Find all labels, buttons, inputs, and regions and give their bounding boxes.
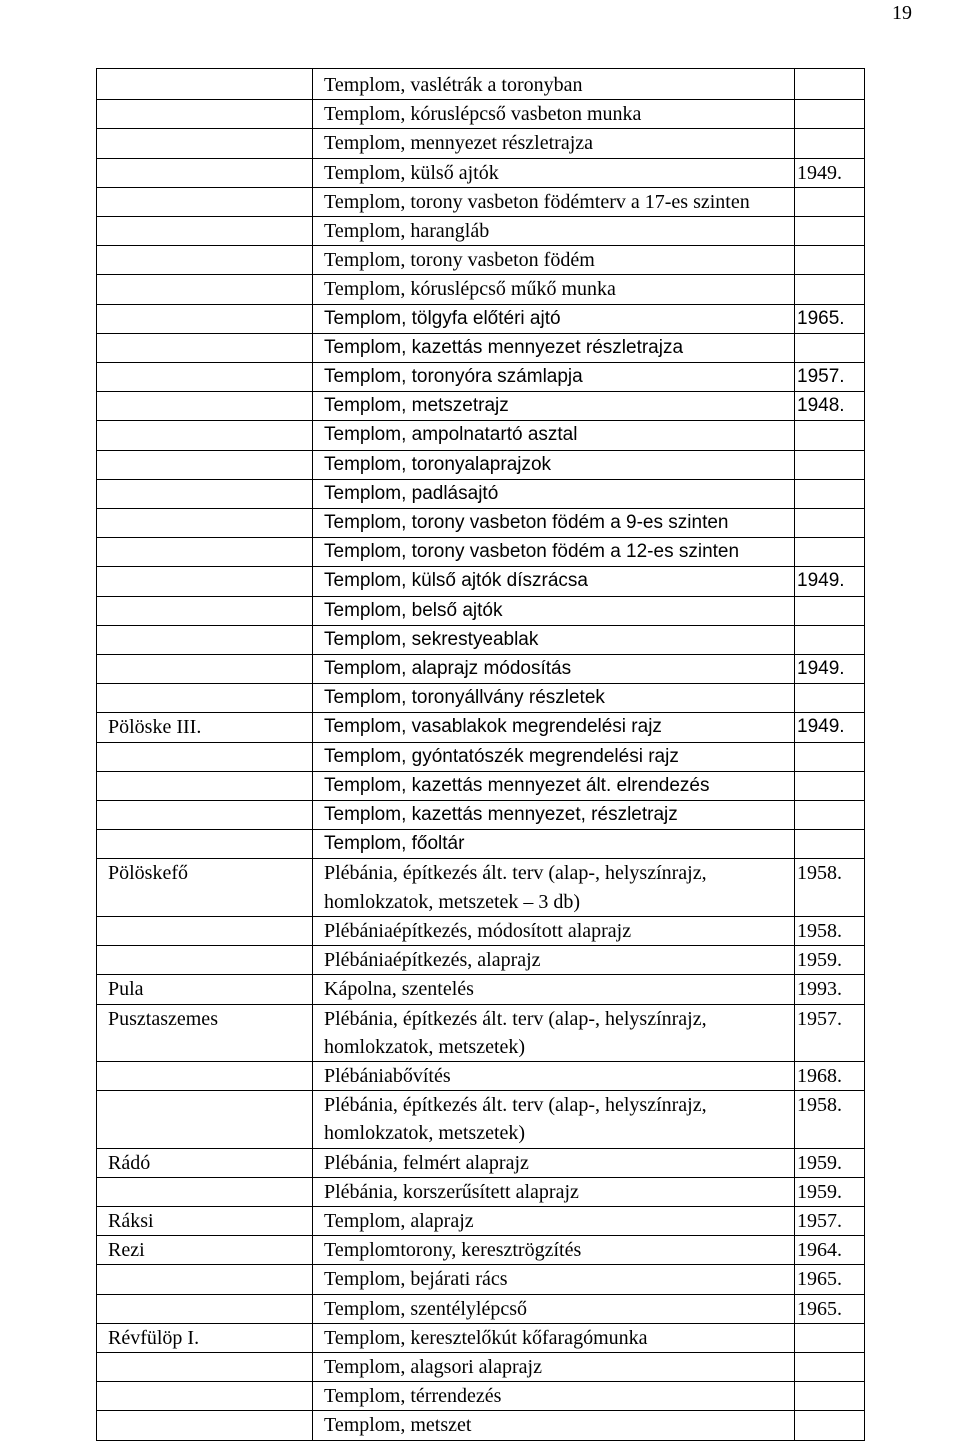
place-cell xyxy=(97,69,313,100)
description-cell: Templom, kazettás mennyezet, részletrajz xyxy=(313,801,795,830)
place-cell xyxy=(97,830,313,859)
description-cell: Templom, belső ajtók xyxy=(313,596,795,625)
place-cell: Pusztaszemes xyxy=(97,1004,313,1061)
year-cell xyxy=(795,1411,865,1440)
place-cell: Pölöske III. xyxy=(97,713,313,742)
table-row xyxy=(97,713,865,742)
table-row xyxy=(97,275,865,304)
place-cell xyxy=(97,158,313,187)
table-row xyxy=(97,509,865,538)
year-cell xyxy=(795,450,865,479)
description-cell: Templom, keresztelőkút kőfaragómunka xyxy=(313,1323,795,1352)
description-cell: Templom, toronyóra számlapja xyxy=(313,363,795,392)
year-cell xyxy=(795,1382,865,1411)
table-row xyxy=(97,1004,865,1061)
year-cell xyxy=(795,596,865,625)
archive-table xyxy=(96,68,865,1441)
year-cell: 1957. xyxy=(795,363,865,392)
place-cell xyxy=(97,509,313,538)
description-cell: Templom, főoltár xyxy=(313,830,795,859)
place-cell xyxy=(97,655,313,684)
place-cell xyxy=(97,684,313,713)
year-cell: 1959. xyxy=(795,946,865,975)
place-cell xyxy=(97,916,313,945)
table-row xyxy=(97,1382,865,1411)
description-cell: Templom, gyóntatószék megrendelési rajz xyxy=(313,742,795,771)
table-row xyxy=(97,450,865,479)
place-cell xyxy=(97,450,313,479)
table-row xyxy=(97,479,865,508)
table-row xyxy=(97,771,865,800)
description-cell: Plébánia, építkezés ált. terv (alap-, helyszínrajz, homlokzatok, metszetek) xyxy=(313,1091,795,1148)
place-cell xyxy=(97,596,313,625)
description-cell: Plébánia, építkezés ált. terv (alap-, helyszínrajz, homlokzatok, metszetek) xyxy=(313,1004,795,1061)
year-cell: 1949. xyxy=(795,567,865,596)
place-cell xyxy=(97,1177,313,1206)
place-cell xyxy=(97,100,313,129)
description-cell: Templom, torony vasbeton födém xyxy=(313,246,795,275)
year-cell: 1958. xyxy=(795,916,865,945)
year-cell: 1965. xyxy=(795,304,865,333)
description-cell: Templom, sekrestyeablak xyxy=(313,625,795,654)
year-cell xyxy=(795,830,865,859)
place-cell xyxy=(97,1294,313,1323)
year-cell xyxy=(795,333,865,362)
description-cell: Templom, kazettás mennyezet részletrajza xyxy=(313,333,795,362)
year-cell xyxy=(795,100,865,129)
description-cell: Templom, alaprajz xyxy=(313,1206,795,1235)
description-cell: Templom, alagsori alaprajz xyxy=(313,1352,795,1381)
table-row xyxy=(97,363,865,392)
year-cell: 1949. xyxy=(795,713,865,742)
place-cell xyxy=(97,129,313,158)
year-cell xyxy=(795,275,865,304)
description-cell: Templom, toronyalaprajzok xyxy=(313,450,795,479)
year-cell xyxy=(795,801,865,830)
place-cell xyxy=(97,1265,313,1294)
description-cell: Templom, mennyezet részletrajza xyxy=(313,129,795,158)
year-cell xyxy=(795,538,865,567)
table-row xyxy=(97,1323,865,1352)
description-cell: Templom, vasablakok megrendelési rajz xyxy=(313,713,795,742)
table-row xyxy=(97,158,865,187)
table-row xyxy=(97,916,865,945)
table-row xyxy=(97,1206,865,1235)
description-cell: Templom, metszetrajz xyxy=(313,392,795,421)
place-cell xyxy=(97,567,313,596)
year-cell: 1949. xyxy=(795,655,865,684)
table-row xyxy=(97,1411,865,1440)
place-cell xyxy=(97,946,313,975)
place-cell xyxy=(97,187,313,216)
table-row xyxy=(97,1148,865,1177)
description-cell: Templom, ampolnatartó asztal xyxy=(313,421,795,450)
year-cell: 1957. xyxy=(795,1004,865,1061)
table-row xyxy=(97,655,865,684)
table-row xyxy=(97,217,865,246)
table-row xyxy=(97,1265,865,1294)
year-cell xyxy=(795,684,865,713)
year-cell xyxy=(795,509,865,538)
description-cell: Plébániaépítkezés, alaprajz xyxy=(313,946,795,975)
place-cell: Révfülöp I. xyxy=(97,1323,313,1352)
year-cell: 1948. xyxy=(795,392,865,421)
table-row xyxy=(97,684,865,713)
year-cell xyxy=(795,246,865,275)
description-cell: Kápolna, szentelés xyxy=(313,975,795,1004)
table-row xyxy=(97,304,865,333)
table-row xyxy=(97,859,865,916)
table-row xyxy=(97,801,865,830)
table-row xyxy=(97,1352,865,1381)
description-cell: Templom, toronyállvány részletek xyxy=(313,684,795,713)
year-cell xyxy=(795,1323,865,1352)
year-cell xyxy=(795,421,865,450)
description-cell: Plébánia, korszerűsített alaprajz xyxy=(313,1177,795,1206)
description-cell: Templom, kóruslépcső vasbeton munka xyxy=(313,100,795,129)
description-cell: Plébániabővítés xyxy=(313,1061,795,1090)
table-row xyxy=(97,1294,865,1323)
year-cell: 1965. xyxy=(795,1294,865,1323)
description-cell: Templom, torony vasbeton födém a 12-es szinten xyxy=(313,538,795,567)
year-cell: 1959. xyxy=(795,1177,865,1206)
description-cell: Templom, harangláb xyxy=(313,217,795,246)
place-cell xyxy=(97,479,313,508)
table-row xyxy=(97,1091,865,1148)
description-cell: Plébánia, építkezés ált. terv (alap-, helyszínrajz, homlokzatok, metszetek – 3 db) xyxy=(313,859,795,916)
year-cell: 1959. xyxy=(795,1148,865,1177)
archive-table-body xyxy=(97,69,865,1441)
place-cell xyxy=(97,801,313,830)
table-row xyxy=(97,421,865,450)
description-cell: Templom, vaslétrák a toronyban xyxy=(313,69,795,100)
place-cell xyxy=(97,771,313,800)
description-cell: Plébánia, felmért alaprajz xyxy=(313,1148,795,1177)
place-cell xyxy=(97,333,313,362)
description-cell: Templom, kóruslépcső műkő munka xyxy=(313,275,795,304)
place-cell xyxy=(97,304,313,333)
place-cell xyxy=(97,1411,313,1440)
place-cell xyxy=(97,1091,313,1148)
place-cell xyxy=(97,275,313,304)
description-cell: Templom, torony vasbeton födém a 9-es szinten xyxy=(313,509,795,538)
table-row xyxy=(97,975,865,1004)
table-row xyxy=(97,187,865,216)
place-cell xyxy=(97,1382,313,1411)
description-cell: Templom, tölgyfa előtéri ajtó xyxy=(313,304,795,333)
table-row xyxy=(97,333,865,362)
description-cell: Templom, szentélylépcső xyxy=(313,1294,795,1323)
description-cell: Templom, külső ajtók díszrácsa xyxy=(313,567,795,596)
year-cell xyxy=(795,479,865,508)
description-cell: Templom, térrendezés xyxy=(313,1382,795,1411)
place-cell xyxy=(97,538,313,567)
year-cell xyxy=(795,742,865,771)
place-cell: Rádó xyxy=(97,1148,313,1177)
table-row xyxy=(97,100,865,129)
year-cell: 1965. xyxy=(795,1265,865,1294)
place-cell xyxy=(97,742,313,771)
description-cell: Templom, torony vasbeton födémterv a 17-es szinten xyxy=(313,187,795,216)
table-row xyxy=(97,392,865,421)
year-cell: 1958. xyxy=(795,859,865,916)
place-cell xyxy=(97,625,313,654)
description-cell: Templom, padlásajtó xyxy=(313,479,795,508)
description-cell: Templomtorony, keresztrögzítés xyxy=(313,1236,795,1265)
place-cell xyxy=(97,421,313,450)
table-row xyxy=(97,538,865,567)
year-cell: 1949. xyxy=(795,158,865,187)
description-cell: Plébániaépítkezés, módosított alaprajz xyxy=(313,916,795,945)
place-cell xyxy=(97,363,313,392)
table-row xyxy=(97,1236,865,1265)
year-cell xyxy=(795,1352,865,1381)
table-row xyxy=(97,830,865,859)
place-cell xyxy=(97,392,313,421)
year-cell xyxy=(795,217,865,246)
place-cell xyxy=(97,1352,313,1381)
year-cell xyxy=(795,771,865,800)
table-row xyxy=(97,625,865,654)
year-cell: 1993. xyxy=(795,975,865,1004)
place-cell xyxy=(97,246,313,275)
table-row xyxy=(97,742,865,771)
year-cell: 1957. xyxy=(795,1206,865,1235)
place-cell: Pula xyxy=(97,975,313,1004)
year-cell xyxy=(795,187,865,216)
table-row xyxy=(97,946,865,975)
place-cell xyxy=(97,217,313,246)
description-cell: Templom, bejárati rács xyxy=(313,1265,795,1294)
table-row xyxy=(97,69,865,100)
description-cell: Templom, külső ajtók xyxy=(313,158,795,187)
table-row xyxy=(97,1061,865,1090)
description-cell: Templom, kazettás mennyezet ált. elrendezés xyxy=(313,771,795,800)
year-cell: 1968. xyxy=(795,1061,865,1090)
table-row xyxy=(97,246,865,275)
place-cell: Ráksi xyxy=(97,1206,313,1235)
description-cell: Templom, metszet xyxy=(313,1411,795,1440)
year-cell xyxy=(795,69,865,100)
year-cell xyxy=(795,129,865,158)
table-row xyxy=(97,596,865,625)
table-row xyxy=(97,129,865,158)
year-cell: 1958. xyxy=(795,1091,865,1148)
table-row xyxy=(97,1177,865,1206)
place-cell xyxy=(97,1061,313,1090)
year-cell xyxy=(795,625,865,654)
page-number: 19 xyxy=(892,2,912,24)
place-cell: Pölöskefő xyxy=(97,859,313,916)
place-cell: Rezi xyxy=(97,1236,313,1265)
description-cell: Templom, alaprajz módosítás xyxy=(313,655,795,684)
table-row xyxy=(97,567,865,596)
year-cell: 1964. xyxy=(795,1236,865,1265)
